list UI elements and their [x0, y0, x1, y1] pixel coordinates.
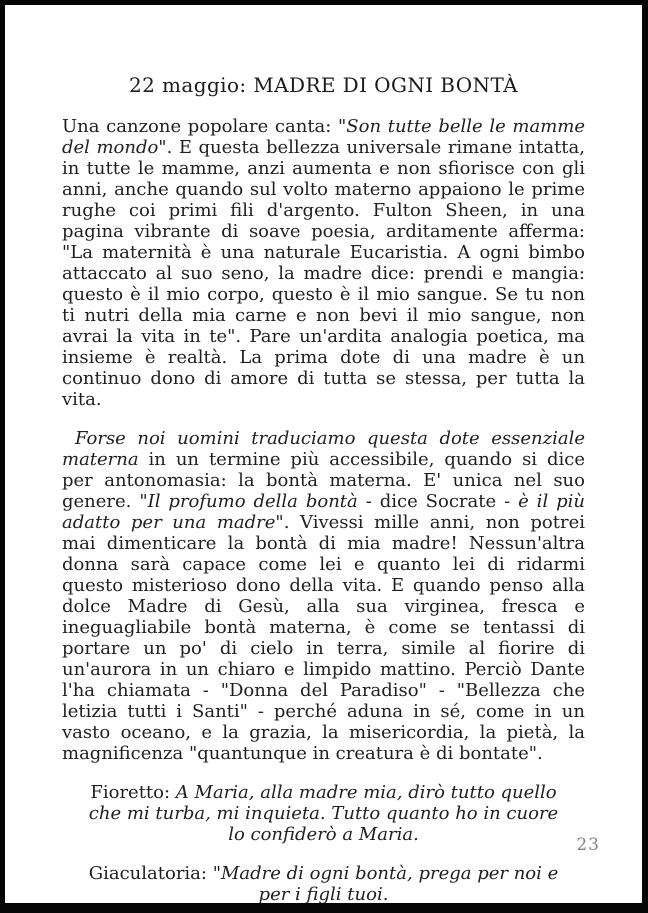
paragraph-una-canzone-italic-segment: "Son tutte belle le mamme del mondo": [62, 116, 585, 158]
paragraph-una-canzone: [62, 116, 585, 410]
page-content: [5, 5, 642, 905]
paragraph-giaculatoria: [62, 863, 585, 905]
paragraph-fioretto: [62, 782, 585, 845]
paragraph-fioretto-segment: Fioretto:: [90, 782, 176, 803]
paragraph-fioretto-italic-segment: A Maria, alla madre mia, dirò tutto quello che mi turba, mi inquieta. Tutto quanto ho in cuore lo confiderò a Maria.: [88, 782, 559, 845]
paragraph-forse-noi-italic-segment: è il più adatto per una madre": [62, 491, 586, 533]
page-number: 23: [576, 835, 600, 855]
paragraph-forse-noi: [62, 428, 585, 764]
paragraph-una-canzone-segment: . E questa bellezza universale rimane intatta, in tutte le mamme, anzi aumenta e non sfiorisce con gli anni, anche quando sul volto materno appaiono le prime rughe coi primi fili d'argento. Fulton Sheen, in una pagina vibrante di soave poesia, arditamente afferma: "La maternità è una naturale Eucaristia. A ogni bimbo attaccato al suo seno, la madre dice: prendi e mangia: questo è il mio corpo, questo è il mio sangue. Se tu non ti nutri della mia carne e non bevi il mio sangue, non avrai la vita in te". Pare un'ardita analogia poetica, ma insieme è realtà. La prima dote di una madre è un continuo dono di amore di tutta se stessa, per tutta la vita.: [62, 137, 585, 410]
paragraph-forse-noi-segment: dice Socrate -: [371, 491, 519, 512]
paragraph-forse-noi-segment: in un termine più accessibile, quando si dice per antonomasia: la bontà materna. E' unica nel suo genere.: [62, 449, 585, 512]
text-flow: [62, 116, 585, 905]
paragraph-forse-noi-italic-segment: "Il profumo della bontà -: [139, 491, 372, 512]
paragraph-forse-noi-italic-segment: Forse noi uomini traduciamo questa dote essenziale materna: [62, 428, 585, 470]
chapter-title: 22 maggio: MADRE DI OGNI BONTÀ: [129, 73, 518, 97]
paragraph-giaculatoria-italic-segment: "Madre di ogni bontà, prega per noi e per i figli tuoi.: [212, 863, 559, 905]
paragraph-giaculatoria-segment: Giaculatoria:: [88, 863, 213, 884]
paragraph-una-canzone-segment: Una canzone popolare canta:: [62, 116, 339, 137]
paragraph-forse-noi-segment: . Vivessi mille anni, non potrei mai dimenticare la bontà di mia madre! Nessun'altra donna sarà capace come lei e quanto lei di ridarmi questo misterioso dono della vita. E quando penso alla dolce Madre di Gesù, alla sua virginea, fresca e ineguagliabile bontà materna, è come se tentassi di portare un po' di cielo in terra, simile al fiorire di un'aurora in un chiaro e limpido mattino. Perciò Dante l'ha chiamata - "Donna del Paradiso" - "Bellezza che letizia tutti i Santi" - perché aduna in sé, come in un vasto oceano, e la grazia, la misericordia, la pietà, la magnificenza "quantunque in creatura è di bontate".: [62, 512, 585, 764]
